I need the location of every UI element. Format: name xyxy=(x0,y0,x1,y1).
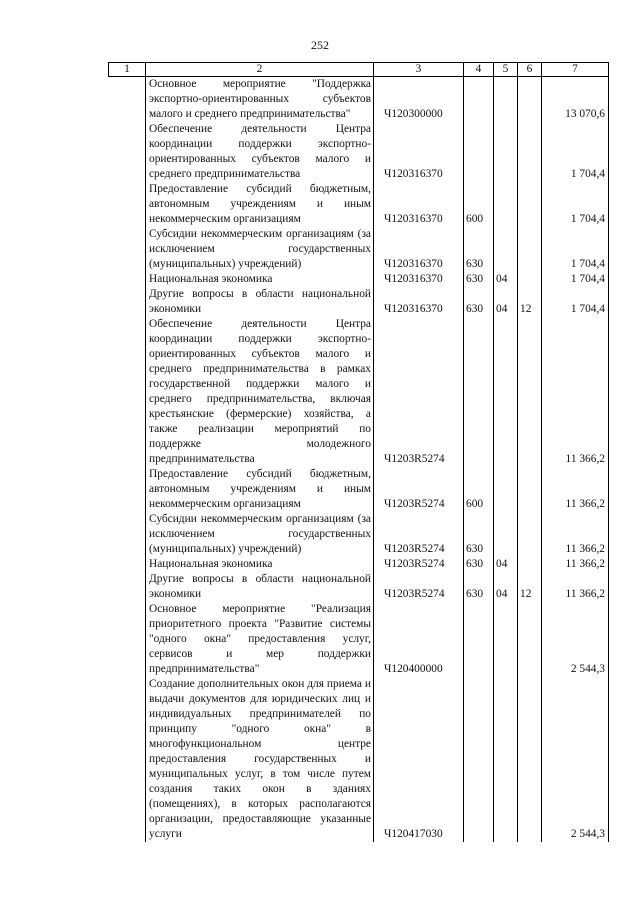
row-description: Основное мероприятие "Поддержка экспортно-ориентированных субъектов малого и среднего предпринимательства" xyxy=(146,77,374,123)
row-description: Национальная экономика xyxy=(146,272,374,287)
row-section: 04 xyxy=(494,557,518,572)
row-description: Предоставление субсидий бюджетным, автономным учреждениям и иным некоммерческим организациям xyxy=(146,182,374,227)
row-expense-type: 630 xyxy=(464,227,494,272)
row-subsection xyxy=(518,557,542,572)
row-description: Обеспечение деятельности Центра координации поддержки экспортно-ориентированных субъектов малого и среднего предпринимательства xyxy=(146,122,374,182)
row-description: Создание дополнительных окон для приема и выдачи документов для юридических лиц и индивидуальных предпринимателей по принципу "одного окна" в многофункциональном центре предоставления государственных и муниципальных услуг, в том числе путем создания таких окон в зданиях (помещениях), в которых располагаются организации, предоставляющие указанные услуги xyxy=(146,677,374,842)
row-blank-cell xyxy=(109,602,146,677)
row-expense-type: 630 xyxy=(464,572,494,602)
row-target-code: Ч120300000 xyxy=(374,77,464,123)
table-row xyxy=(109,572,609,602)
col-header-5: 5 xyxy=(494,63,518,77)
row-amount: 11 366,2 xyxy=(542,317,609,467)
table-row xyxy=(109,602,609,677)
row-description: Основное мероприятие "Реализация приоритетного проекта "Развитие системы "одного окна" предоставления услуг, сервисов и мер поддержки предпринимательства" xyxy=(146,602,374,677)
row-expense-type xyxy=(464,122,494,182)
col-header-4: 4 xyxy=(464,63,494,77)
col-header-1: 1 xyxy=(109,63,146,77)
row-expense-type xyxy=(464,677,494,842)
row-blank-cell xyxy=(109,677,146,842)
table-row xyxy=(109,227,609,272)
row-blank-cell xyxy=(109,182,146,227)
row-section xyxy=(494,122,518,182)
row-subsection xyxy=(518,227,542,272)
row-amount: 11 366,2 xyxy=(542,467,609,512)
table-row xyxy=(109,557,609,572)
row-section xyxy=(494,677,518,842)
row-target-code: Ч1203R5274 xyxy=(374,317,464,467)
row-blank-cell xyxy=(109,317,146,467)
row-blank-cell xyxy=(109,287,146,317)
table-row xyxy=(109,287,609,317)
table-row xyxy=(109,467,609,512)
row-amount: 11 366,2 xyxy=(542,557,609,572)
row-target-code: Ч120417030 xyxy=(374,677,464,842)
table-row xyxy=(109,677,609,842)
row-subsection: 12 xyxy=(518,287,542,317)
row-expense-type: 630 xyxy=(464,557,494,572)
row-section xyxy=(494,602,518,677)
row-amount: 1 704,4 xyxy=(542,182,609,227)
table-row xyxy=(109,512,609,557)
row-amount: 1 704,4 xyxy=(542,287,609,317)
col-header-2: 2 xyxy=(146,63,374,77)
row-target-code: Ч120316370 xyxy=(374,272,464,287)
row-target-code: Ч1203R5274 xyxy=(374,512,464,557)
row-subsection xyxy=(518,512,542,557)
col-header-6: 6 xyxy=(518,63,542,77)
row-blank-cell xyxy=(109,572,146,602)
row-description: Субсидии некоммерческим организациям (за исключением государственных (муниципальных) учреждений) xyxy=(146,227,374,272)
row-description: Предоставление субсидий бюджетным, автономным учреждениям и иным некоммерческим организациям xyxy=(146,467,374,512)
row-blank-cell xyxy=(109,467,146,512)
table-row xyxy=(109,122,609,182)
row-subsection: 12 xyxy=(518,572,542,602)
row-subsection xyxy=(518,272,542,287)
row-expense-type: 630 xyxy=(464,512,494,557)
row-expense-type xyxy=(464,77,494,123)
col-header-7: 7 xyxy=(542,63,609,77)
row-amount: 13 070,6 xyxy=(542,77,609,123)
row-amount: 2 544,3 xyxy=(542,602,609,677)
row-section: 04 xyxy=(494,287,518,317)
row-section xyxy=(494,512,518,557)
row-expense-type: 600 xyxy=(464,182,494,227)
row-blank-cell xyxy=(109,227,146,272)
row-amount: 1 704,4 xyxy=(542,227,609,272)
row-target-code: Ч120316370 xyxy=(374,122,464,182)
row-expense-type xyxy=(464,602,494,677)
row-amount: 2 544,3 xyxy=(542,677,609,842)
table-row xyxy=(109,77,609,123)
row-expense-type xyxy=(464,317,494,467)
table-row xyxy=(109,317,609,467)
row-section xyxy=(494,77,518,123)
header-row xyxy=(109,63,609,77)
row-amount: 11 366,2 xyxy=(542,572,609,602)
row-blank-cell xyxy=(109,557,146,572)
row-description: Другие вопросы в области национальной экономики xyxy=(146,572,374,602)
row-subsection xyxy=(518,122,542,182)
row-section: 04 xyxy=(494,572,518,602)
row-description: Другие вопросы в области национальной экономики xyxy=(146,287,374,317)
row-description: Национальная экономика xyxy=(146,557,374,572)
row-section xyxy=(494,317,518,467)
row-expense-type: 600 xyxy=(464,467,494,512)
row-section xyxy=(494,227,518,272)
row-amount: 1 704,4 xyxy=(542,272,609,287)
table-row xyxy=(109,272,609,287)
row-target-code: Ч120316370 xyxy=(374,287,464,317)
row-blank-cell xyxy=(109,122,146,182)
table-row xyxy=(109,182,609,227)
col-header-3: 3 xyxy=(374,63,464,77)
row-blank-cell xyxy=(109,272,146,287)
row-subsection xyxy=(518,182,542,227)
row-target-code: Ч1203R5274 xyxy=(374,467,464,512)
row-target-code: Ч120316370 xyxy=(374,182,464,227)
row-subsection xyxy=(518,677,542,842)
row-target-code: Ч1203R5274 xyxy=(374,572,464,602)
budget-table xyxy=(108,62,609,842)
row-subsection xyxy=(518,467,542,512)
row-subsection xyxy=(518,602,542,677)
row-target-code: Ч120316370 xyxy=(374,227,464,272)
row-expense-type: 630 xyxy=(464,287,494,317)
row-target-code: Ч1203R5274 xyxy=(374,557,464,572)
row-subsection xyxy=(518,77,542,123)
row-blank-cell xyxy=(109,512,146,557)
row-target-code: Ч120400000 xyxy=(374,602,464,677)
row-section xyxy=(494,182,518,227)
row-section xyxy=(494,467,518,512)
row-amount: 11 366,2 xyxy=(542,512,609,557)
row-expense-type: 630 xyxy=(464,272,494,287)
row-blank-cell xyxy=(109,77,146,123)
page-number: 252 xyxy=(311,38,329,52)
row-subsection xyxy=(518,317,542,467)
row-description: Обеспечение деятельности Центра координации поддержки экспортно-ориентированных субъектов малого и среднего предпринимательства в рамках государственной поддержки малого и среднего предпринимательства, включая крестьянские (фермерские) хозяйства, а также реализации мероприятий по поддержке молодежного предпринимательства xyxy=(146,317,374,467)
row-section: 04 xyxy=(494,272,518,287)
row-description: Субсидии некоммерческим организациям (за исключением государственных (муниципальных) учреждений) xyxy=(146,512,374,557)
row-amount: 1 704,4 xyxy=(542,122,609,182)
